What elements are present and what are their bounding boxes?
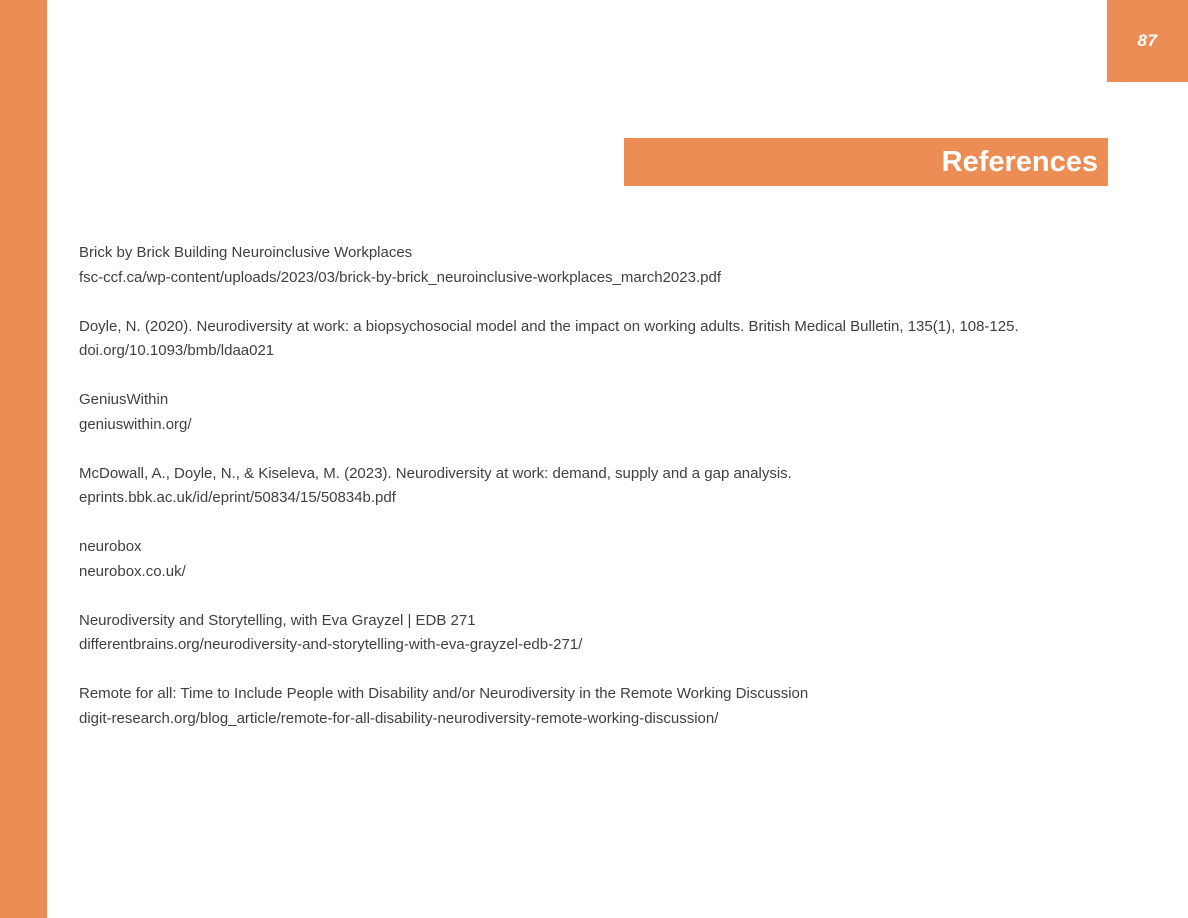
reference-title: McDowall, A., Doyle, N., & Kiseleva, M. (2023). Neurodiversity at work: demand, supply and a gap analysis.	[79, 464, 792, 482]
reference-url: fsc-ccf.ca/wp-content/uploads/2023/03/brick-by-brick_neuroinclusive-workplaces_march2023.pdf	[79, 268, 721, 286]
reference-title: Doyle, N. (2020). Neurodiversity at work: a biopsychosocial model and the impact on working adults. British Medical Bulletin, 135(1), 108-125.	[79, 317, 1019, 335]
reference-url: doi.org/10.1093/bmb/ldaa021	[79, 342, 275, 359]
reference-url: geniuswithin.org/	[79, 415, 192, 433]
reference-title: Neurodiversity and Storytelling, with Eva Grayzel | EDB 271	[79, 611, 476, 629]
reference-title: Brick by Brick Building Neuroinclusive Workplaces	[79, 244, 413, 261]
reference-entry	[79, 535, 1148, 584]
reference-entry	[79, 388, 1148, 437]
reference-entry	[79, 682, 1148, 731]
reference-title: Remote for all: Time to Include People with Disability and/or Neurodiversity in the Remote Working Discussion	[79, 685, 809, 702]
page-number: 87	[1137, 31, 1158, 50]
reference-entry	[79, 462, 1148, 511]
reference-entry	[79, 315, 1148, 364]
reference-url: eprints.bbk.ac.uk/id/eprint/50834/15/50834b.pdf	[79, 489, 396, 506]
reference-entry	[79, 609, 1148, 658]
title-banner	[624, 138, 1108, 186]
reference-url: neurobox.co.uk/	[79, 562, 186, 580]
page-title: References	[941, 145, 1098, 178]
reference-url: differentbrains.org/neurodiversity-and-storytelling-with-eva-grayzel-edb-271/	[79, 636, 583, 653]
reference-url: digit-research.org/blog_article/remote-for-all-disability-neurodiversity-remote-working-discussion/	[79, 709, 719, 727]
reference-entry	[79, 241, 1148, 290]
page-number-box	[1107, 0, 1188, 82]
left-accent-bar	[0, 0, 47, 918]
reference-title: neurobox	[79, 538, 142, 555]
reference-title: GeniusWithin	[79, 391, 169, 408]
references-list	[79, 241, 1148, 756]
